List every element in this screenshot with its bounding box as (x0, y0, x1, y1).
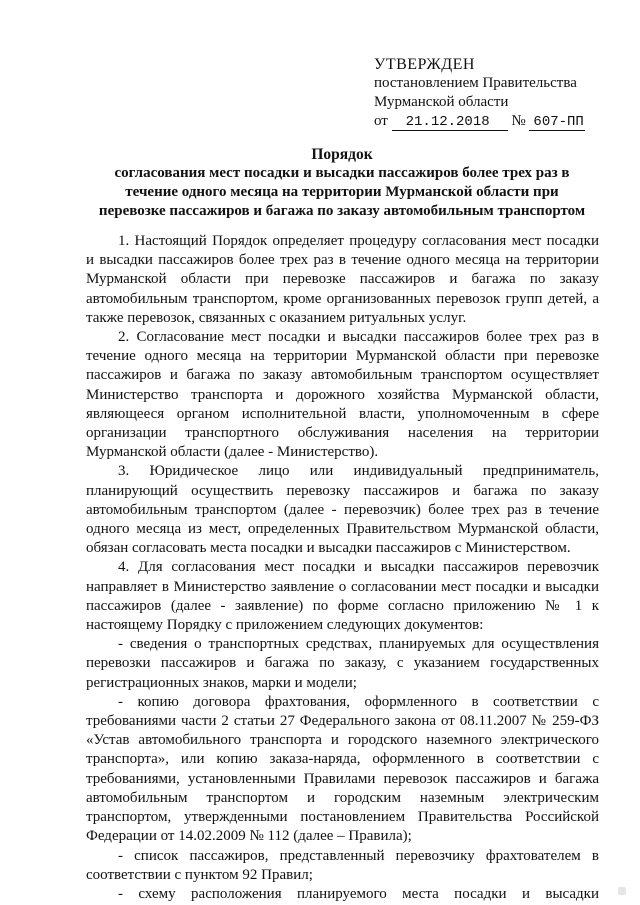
document-title (84, 145, 600, 221)
paragraph-4: 4. Для согласования мест посадки и высадки пассажиров перевозчик направляет в Министерство заявление о согласовании мест посадки и высадки пассажиров (далее - заявление) по форме согласно приложению № 1 к настоящему Порядку с приложением следующих документов: (86, 559, 599, 634)
paragraph-1: 1. Настоящий Порядок определяет процедуру согласования мест посадки и высадки пассажиров более трех раз в течение одного месяца на территории Мурманской области при перевозке пассажиров и багажа по заказу автомобильным транспортом, кроме организованных перевозок групп детей, а также перевозок, связанных с оказанием ритуальных услуг. (86, 233, 599, 326)
approval-number: 607-ПП (529, 114, 585, 131)
bullet-passenger-list: - список пассажиров, представленный перевозчику фрахтователем в соответствии с пунктом 92 Правил; (86, 847, 599, 883)
paragraph-2: 2. Согласование мест посадки и высадки пассажиров более трех раз в течение одного месяца на территории Мурманской области при перевозке пассажиров и багажа по заказу автомобильным транспортом осуществляет Министерство транспорта и дорожного хозяйства Мурманской области, являющееся органом исполнительной власти, уполномоченным в сфере организации транспортного обслуживания населения на территории Мурманской области (далее - Министерство). (86, 329, 599, 461)
bullet-location-scheme: - схему расположения планируемого места посадки и высадки (118, 885, 599, 902)
title-main: Порядок (311, 146, 373, 163)
approval-line-1: постановлением Правительства (374, 75, 577, 91)
approval-line-2: Мурманской области (374, 94, 509, 110)
approval-date: 21.12.2018 (392, 114, 508, 131)
approval-stamp (374, 55, 614, 131)
approval-heading: УТВЕРЖДЕН (374, 56, 475, 73)
approval-date-line (374, 112, 614, 131)
date-prefix: от (374, 113, 388, 129)
bullet-charter-contract: - копию договора фрахтования, оформленного в соответствии с требованиями части 2 статьи 27 Федерального закона от 08.11.2007 № 259-ФЗ «Устав автомобильного транспорта и городского наземного электрического транспорта», или копию заказа-наряда, оформленного в соответствии с требованиями, установленными Правилами перевозок пассажиров и багажа автомобильным транспортом и городским наземным электрическим транспортом, утвержденными постановлением Правительства Российской Федерации от 14.02.2009 № 112 (далее – Правила); (86, 693, 599, 845)
bullet-vehicles: - сведения о транспортных средствах, планируемых для осуществления перевозки пассажиров и багажа по заказу, с указанием государственных регистрационных знаков, марки и модели; (86, 636, 599, 691)
number-prefix: № (511, 113, 526, 129)
paragraph-3: 3. Юридическое лицо или индивидуальный предприниматель, планирующий осуществить перевозку пассажиров и багажа по заказу автомобильным транспортом (далее - перевозчик) более трех раз в течение одного месяца из мест, определенных Правительством Мурманской области, обязан согласовать места посадки и высадки пассажиров с Министерством. (86, 463, 599, 557)
scan-corner-mark (618, 887, 626, 895)
title-line-3: перевозке пассажиров и багажа по заказу автомобильным транспортом (98, 203, 586, 219)
title-line-2: течение одного месяца на территории Мурманской области при (125, 184, 559, 200)
title-line-1: согласования мест посадки и высадки пассажиров более трех раз в (114, 165, 570, 181)
document-body (86, 232, 599, 904)
